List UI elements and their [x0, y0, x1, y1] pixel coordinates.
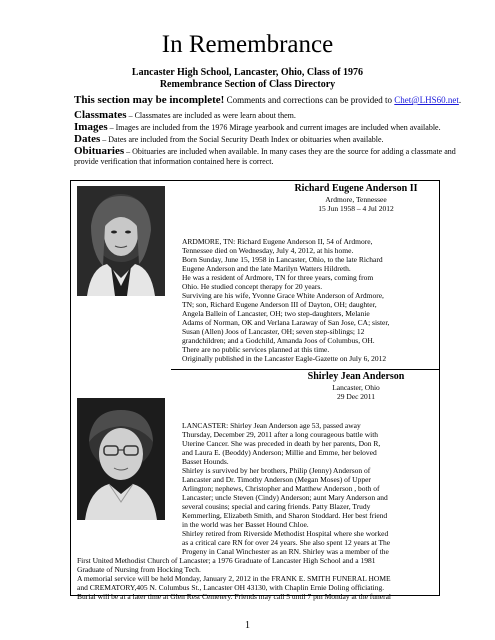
obituary-line: Eugene Anderson and the late Marilyn Watters Hildreth. [182, 264, 351, 273]
definition-term: Images [74, 121, 108, 133]
definition-text: – Dates are included from the Social Security Death Index or obituaries when available. [100, 135, 384, 144]
obituary-text [182, 421, 437, 556]
obituary-line: and Laura E. (Beoddy) Anderson; Millie and Emme, her beloved [182, 448, 377, 457]
page-number: 1 [245, 620, 250, 631]
obituary-text [182, 237, 437, 363]
classmate-dates: 29 Dec 2011 [336, 392, 376, 401]
obituary-line: ARDMORE, TN: Richard Eugene Anderson II, 54 of Ardmore, [182, 237, 373, 246]
classmate-dates: 15 Jun 1958 – 4 Jul 2012 [318, 204, 394, 213]
obituary-line: Uterine Cancer. She was preceded in death by her parents, Don R, [182, 439, 381, 448]
page-subtitle [0, 67, 495, 91]
definition-text: – Obituaries are included when available. In many cases they are the source for adding a classmate and provide verification that information contained here is correct. [74, 147, 456, 166]
definition-text: – Images are included from the 1976 Mirage yearbook and current images are included when available. [107, 123, 441, 132]
portrait-image [77, 398, 165, 520]
entry-divider [171, 369, 440, 370]
yearbook-photo [77, 186, 165, 296]
obituary-line: Angela Ballein of Lancaster, OH; two step-daughters, Melanie [182, 309, 370, 318]
obituary-line: Graduate of Nursing from Hocking Tech. [77, 565, 201, 574]
obituary-line: Born Sunday, June 15, 1958 in Lancaster, Ohio, to the late Richard [182, 255, 383, 264]
definition-obituaries [74, 146, 474, 167]
definition-term: Classmates [74, 109, 127, 121]
obituary-text-continued [77, 556, 437, 601]
definition-term: Obituaries [74, 145, 125, 157]
obituary-line: Susan (Allen) Joos of Lancaster, OH; seven step-siblings; 12 [182, 327, 365, 336]
obituary-line: Tennessee died on Wednesday, July 4, 2012, at his home. [182, 246, 354, 255]
obituary-line: Burial will be at a later time at Glen Rest Cemetery. Friends may call 5 until 7 pm Monday at the funeral [77, 592, 392, 601]
obituary-line: Kemmerling, Elizabeth Smith, and Sharon Stoddard. Her best friend [182, 511, 388, 520]
notice-end: . [458, 95, 462, 105]
definition-images [74, 122, 474, 133]
notice-text: Comments and corrections can be provided to [224, 95, 395, 105]
definition-dates [74, 134, 474, 145]
classmate-place: Ardmore, Tennessee [325, 195, 387, 204]
definitions [74, 110, 474, 168]
obituary-line: Shirley is survived by her brothers, Philip (Jenny) Anderson of [182, 466, 371, 475]
yearbook-photo [77, 398, 165, 520]
definition-term: Dates [74, 133, 101, 145]
obituary-line: Progeny in Canal Winchester as an RN. Shirley was a member of the [182, 547, 389, 556]
obituary-line: Surviving are his wife, Yvonne Grace White Anderson of Ardmore, [182, 291, 384, 300]
incomplete-notice [74, 94, 484, 106]
contact-email-link[interactable]: Chet@LHS60.net [394, 95, 459, 105]
remembrance-box [70, 180, 440, 601]
obituary-line: Thursday, December 29, 2011 after a long courageous battle with [182, 430, 379, 439]
obituary-line: Lancaster and Dr. Timothy Anderson (Megan Moses) of Upper [182, 475, 371, 484]
entry-header [291, 183, 421, 213]
obituary-line: First United Methodist Church of Lancaster; a 1976 Graduate of Lancaster High School and a 1981 [77, 556, 376, 565]
definition-text: – Classmates are included as were learn about them. [126, 111, 296, 120]
obituary-line: in the world was her Basset Hound Chloe. [182, 520, 309, 529]
obituary-line: TN; son, Richard Eugene Anderson III of Dayton, OH; daughter, [182, 300, 377, 309]
notice-bold: This section may be incomplete! [74, 94, 225, 106]
obituary-line: LANCASTER: Shirley Jean Anderson age 53, passed away [182, 421, 361, 430]
obituary-line: A memorial service will be held Monday, January 2, 2012 in the FRANK E. SMITH FUNERAL HOME [77, 574, 391, 583]
definition-classmates [74, 110, 474, 121]
obituary-line: Arlington; nephews, Christopher and Matthew Anderson , both of [182, 484, 380, 493]
subtitle-line-2: Remembrance Section of Class Directory [159, 79, 336, 90]
obituary-line: Ohio. He studied concept therapy for 20 years. [182, 282, 323, 291]
obituary-line: and CREMATORY,405 N. Columbus St., Lancaster OH 43130, with Chaplin Ernie Doling officiating. [77, 583, 385, 592]
entry-header [291, 371, 421, 401]
classmate-place: Lancaster, Ohio [332, 383, 380, 392]
obituary-line: Originally published in the Lancaster Eagle-Gazette on July 6, 2012 [182, 354, 387, 363]
obituary-line: There are no public services planned at this time. [182, 345, 330, 354]
page-title: In Remembrance [161, 31, 334, 58]
obituary-line: as a critical care RN for over 24 years. She also spent 12 years at The [182, 538, 391, 547]
classmate-name: Richard Eugene Anderson II [294, 183, 418, 194]
obituary-line: He was a resident of Ardmore, TN for three years, coming from [182, 273, 374, 282]
obituary-line: Basset Hounds. [182, 457, 229, 466]
subtitle-line-1: Lancaster High School, Lancaster, Ohio, Class of 1976 [131, 67, 364, 78]
obituary-line: grandchildren; and a Godchild, Amanda Joos of Columbus, OH. [182, 336, 375, 345]
classmate-name: Shirley Jean Anderson [307, 371, 405, 382]
obituary-line: several cousins; special and caring friends. Patty Blazer, Trudy [182, 502, 371, 511]
portrait-image [77, 186, 165, 296]
obituary-line: Shirley retired from Riverside Methodist Hospital where she worked [182, 529, 389, 538]
obituary-line: Lancaster; uncle Steven (Cindy) Anderson; aunt Mary Anderson and [182, 493, 388, 502]
obituary-line: Adams of Norman, OK and Verlana Laraway of San Jose, CA; sister, [182, 318, 390, 327]
